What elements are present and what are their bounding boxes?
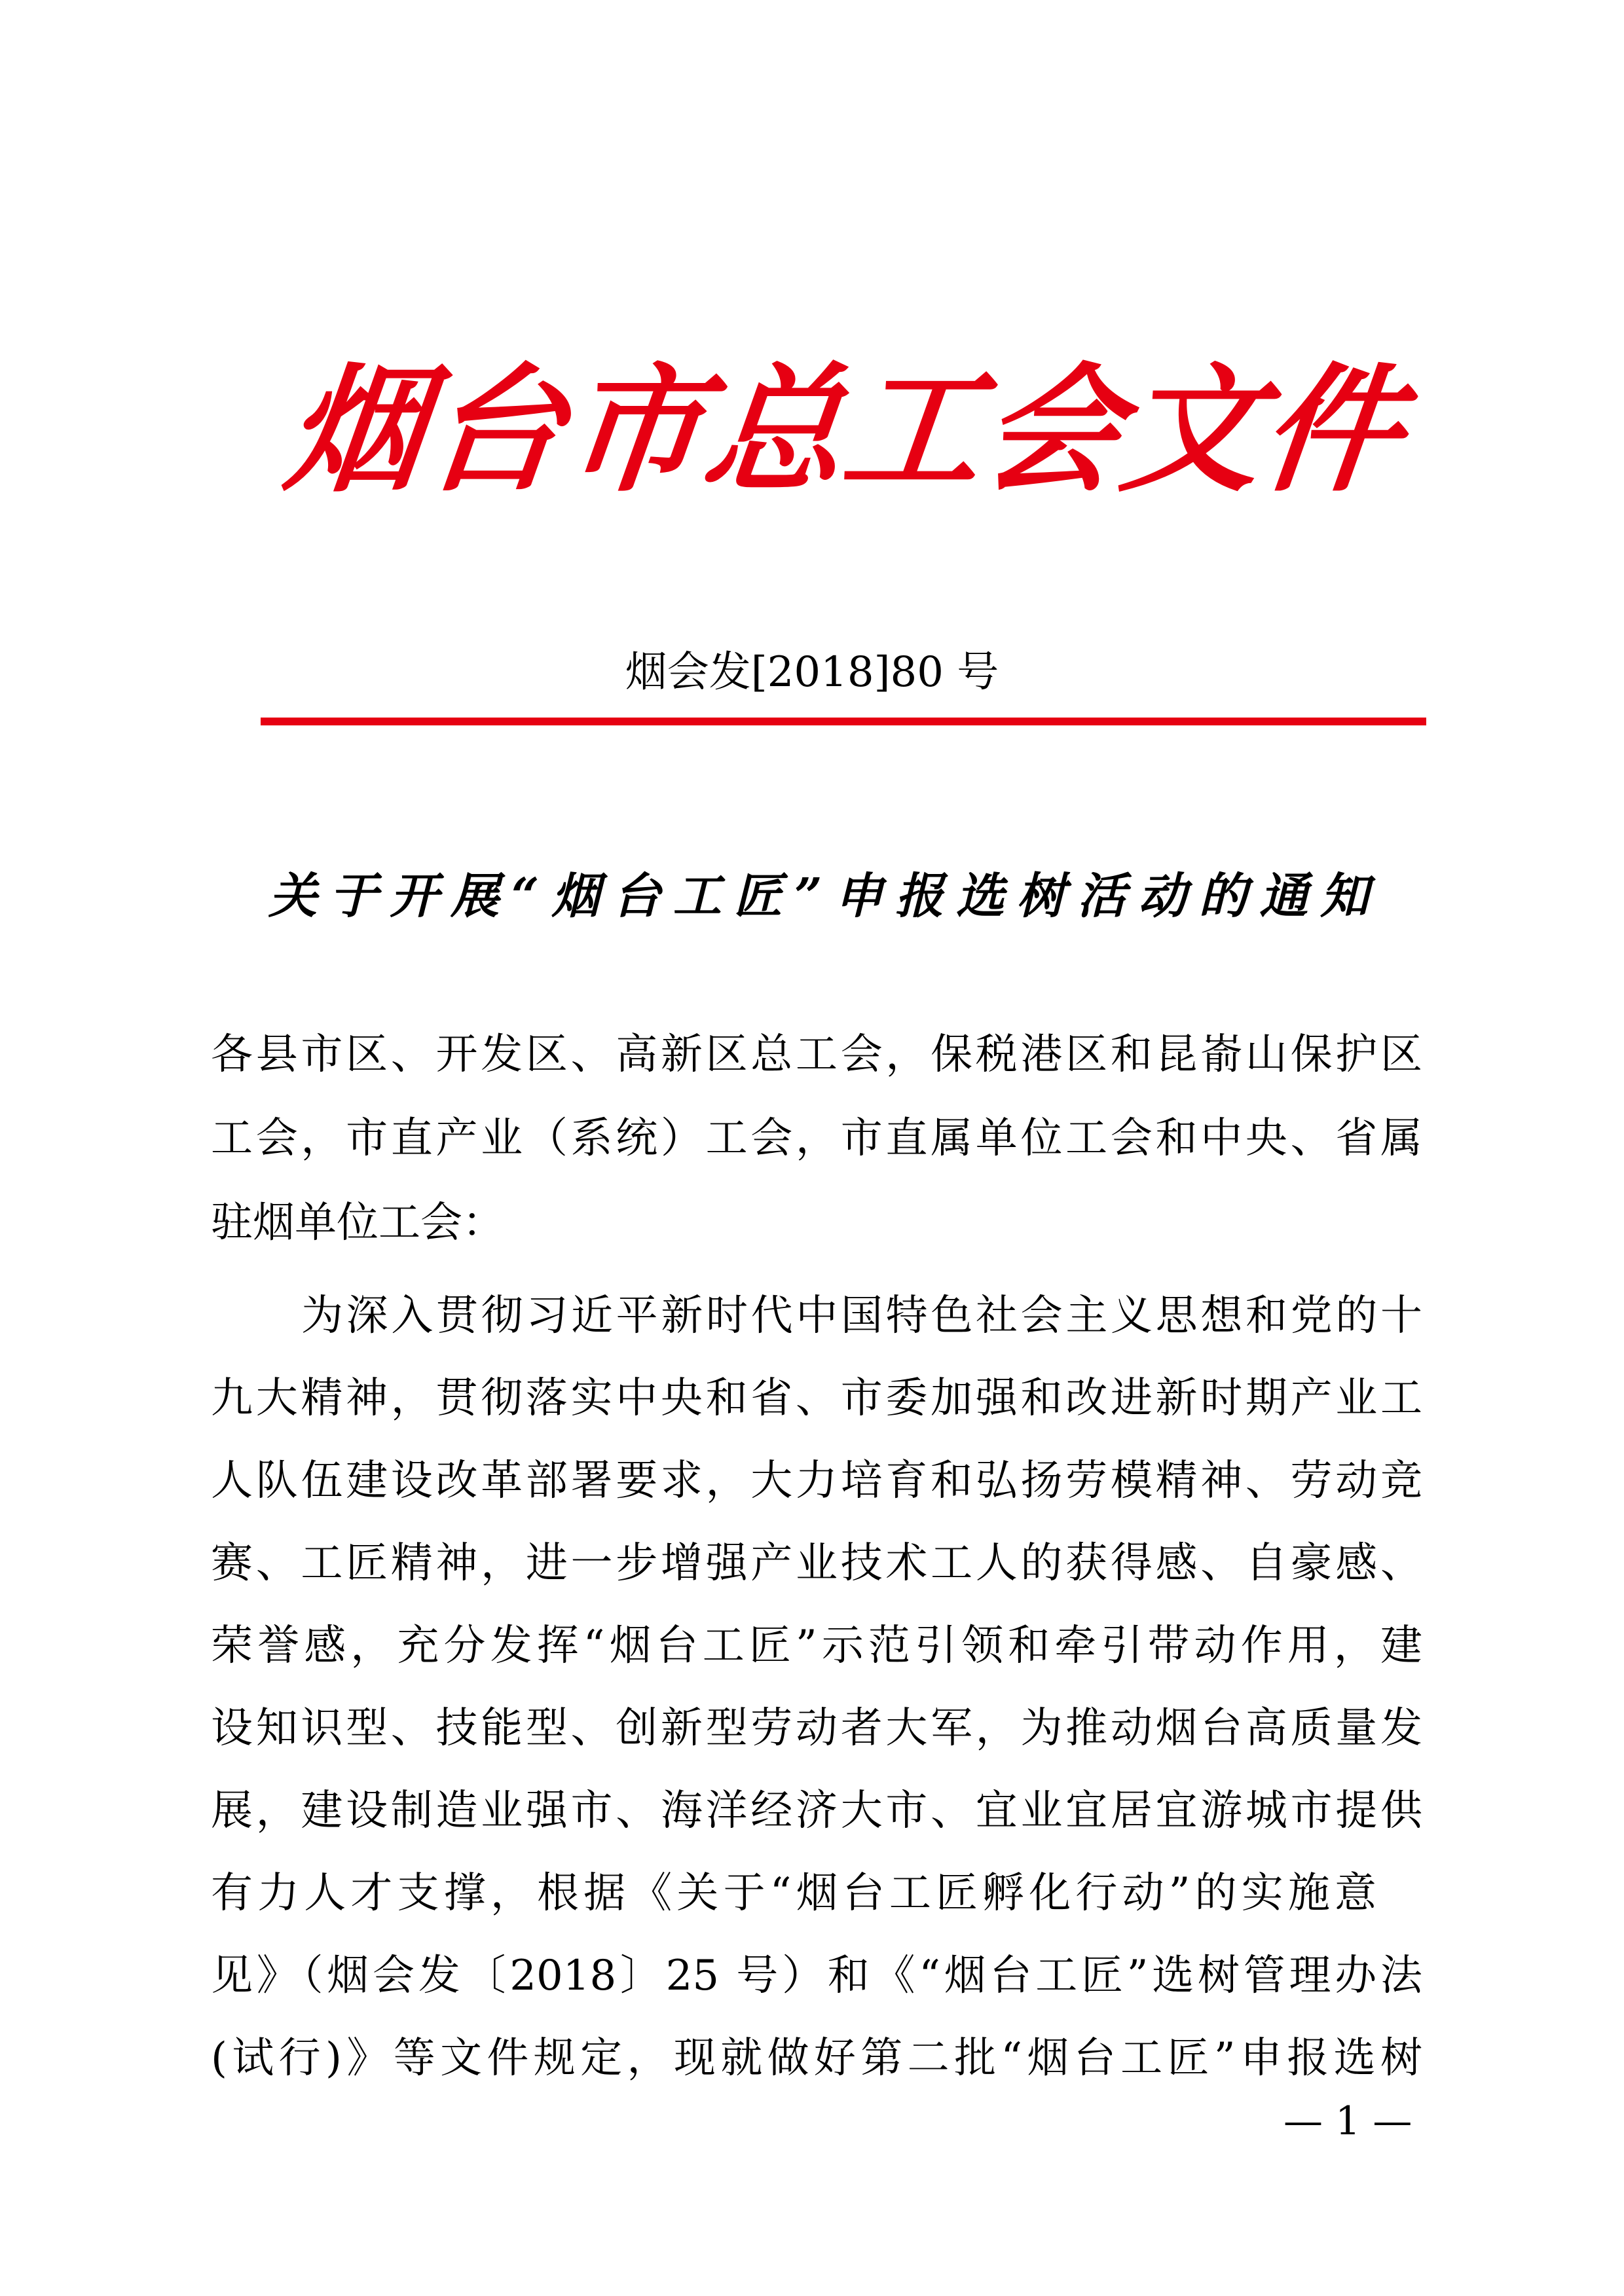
- masthead-char: 总: [696, 349, 851, 511]
- masthead-char: 工: [836, 349, 991, 511]
- body-line: 见》（烟会发〔2018〕25 号）和《“烟台工匠”选树管理办法: [211, 1952, 1422, 2000]
- masthead-char: 市: [557, 349, 712, 511]
- masthead-char: 烟: [278, 349, 434, 511]
- masthead: [278, 308, 1409, 530]
- red-divider: [261, 718, 1426, 725]
- page-number: — 1 —: [1283, 2098, 1412, 2144]
- body-line: 为深入贯彻习近平新时代中国特色社会主义思想和党的十: [301, 1292, 1422, 1340]
- masthead-char: 台: [418, 349, 573, 511]
- body-line: 九大精神，贯彻落实中央和省、市委加强和改进新时期产业工: [211, 1374, 1422, 1423]
- body-line: 设知识型、技能型、创新型劳动者大军，为推动烟台高质量发: [211, 1704, 1422, 1753]
- body-line: 人队伍建设改革部署要求，大力培育和弘扬劳模精神、劳动竞: [211, 1457, 1422, 1505]
- document-number: 烟会发[2018]80 号: [625, 648, 999, 697]
- addressee-line: 驻烟单位工会：: [211, 1199, 504, 1247]
- body-line: (试行)》等文件规定，现就做好第二批“烟台工匠”申报选树: [211, 2034, 1422, 2083]
- document-title: 关于开展“烟台工匠”申报选树活动的通知: [268, 868, 1369, 924]
- masthead-char: 会: [975, 349, 1130, 511]
- body-line: 展，建设制造业强市、海洋经济大市、宜业宜居宜游城市提供: [211, 1787, 1422, 1835]
- body-line: 有力人才支撑，根据《关于“烟台工匠孵化行动”的实施意: [211, 1869, 1376, 1918]
- masthead-char: 件: [1254, 349, 1409, 511]
- body-line: 赛、工匠精神，进一步增强产业技术工人的获得感、自豪感、: [211, 1539, 1422, 1588]
- addressee-line: 工会，市直产业（系统）工会，市直属单位工会和中央、省属: [211, 1114, 1422, 1163]
- body-line: 荣誉感，充分发挥“烟台工匠”示范引领和牵引带动作用，建: [211, 1622, 1422, 1670]
- masthead-char: 文: [1115, 349, 1270, 511]
- addressee-line: 各县市区、开发区、高新区总工会，保税港区和昆嵛山保护区: [211, 1030, 1422, 1079]
